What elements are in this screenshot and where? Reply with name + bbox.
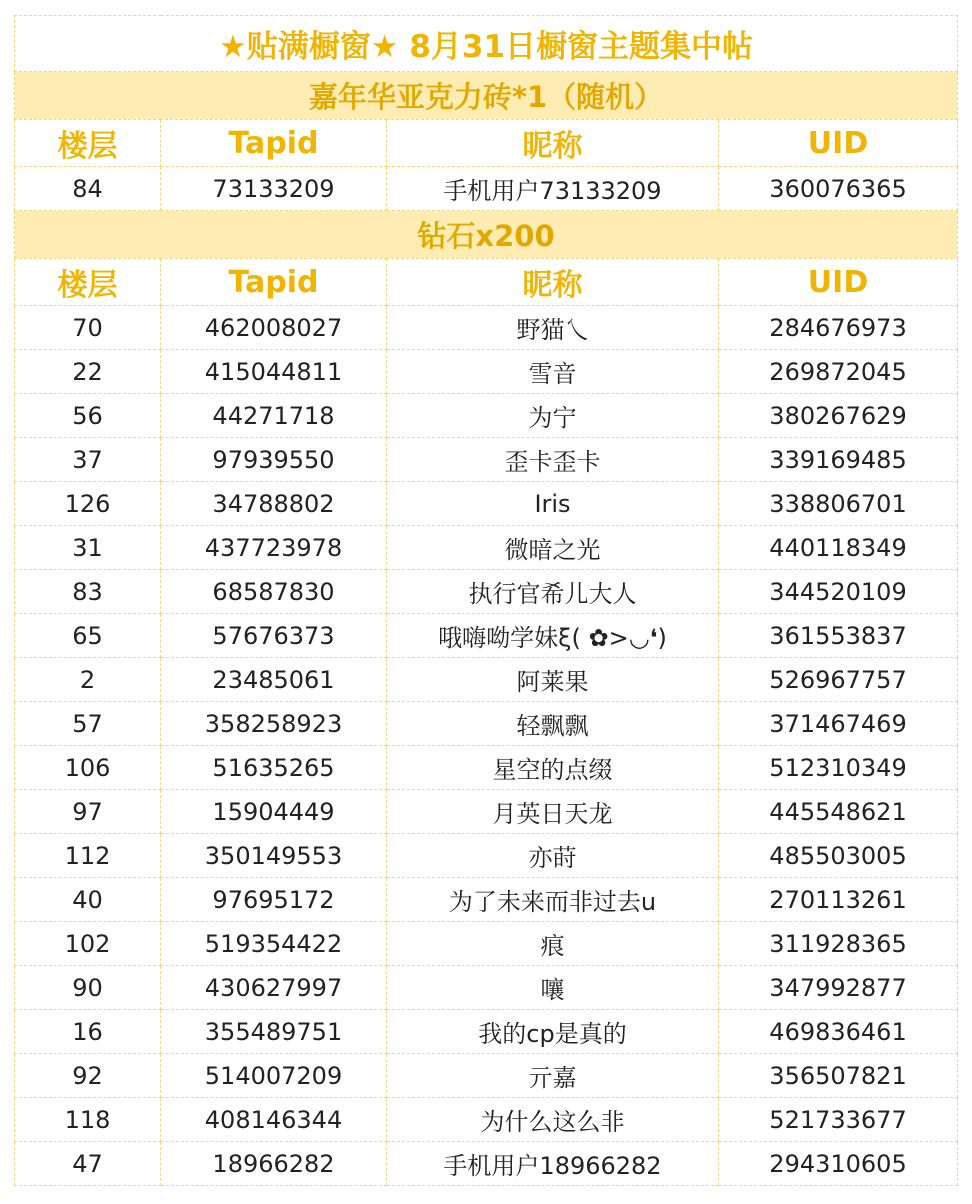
- tapid-cell: 514007209: [161, 1054, 387, 1098]
- uid-cell: 371467469: [719, 702, 958, 746]
- section-title: 嘉年华亚克力砖*1（随机）: [15, 72, 958, 120]
- floor-cell: 2: [15, 658, 161, 702]
- floor-cell: 97: [15, 790, 161, 834]
- tapid-cell: 97939550: [161, 438, 387, 482]
- column-header-floor: 楼层: [15, 259, 161, 306]
- table-row: [15, 1098, 958, 1142]
- uid-cell: 347992877: [719, 966, 958, 1010]
- floor-cell: 47: [15, 1142, 161, 1186]
- tapid-cell: 73133209: [161, 167, 387, 211]
- tapid-cell: 34788802: [161, 482, 387, 526]
- nickname-cell: 手机用户73133209: [387, 167, 719, 211]
- uid-cell: 512310349: [719, 746, 958, 790]
- nickname-cell: 歪卡歪卡: [387, 438, 719, 482]
- floor-cell: 40: [15, 878, 161, 922]
- column-header-row: [15, 120, 958, 167]
- uid-cell: 338806701: [719, 482, 958, 526]
- floor-cell: 83: [15, 570, 161, 614]
- tapid-cell: 57676373: [161, 614, 387, 658]
- floor-cell: 118: [15, 1098, 161, 1142]
- floor-cell: 37: [15, 438, 161, 482]
- nickname-cell: 我的cp是真的: [387, 1010, 719, 1054]
- column-header-floor: 楼层: [15, 120, 161, 167]
- uid-cell: 445548621: [719, 790, 958, 834]
- floor-cell: 84: [15, 167, 161, 211]
- tapid-cell: 15904449: [161, 790, 387, 834]
- table-row: [15, 1142, 958, 1186]
- tapid-cell: 44271718: [161, 394, 387, 438]
- uid-cell: 356507821: [719, 1054, 958, 1098]
- tapid-cell: 97695172: [161, 878, 387, 922]
- table-row: [15, 834, 958, 878]
- nickname-cell: 嚷: [387, 966, 719, 1010]
- section-header-row: [15, 211, 958, 259]
- floor-cell: 56: [15, 394, 161, 438]
- uid-cell: 361553837: [719, 614, 958, 658]
- nickname-cell: 哦嗨呦学妹ξ( ✿>◡❛): [387, 614, 719, 658]
- tapid-cell: 519354422: [161, 922, 387, 966]
- table-row: [15, 438, 958, 482]
- floor-cell: 112: [15, 834, 161, 878]
- nickname-cell: 轻飘飘: [387, 702, 719, 746]
- table-row: [15, 746, 958, 790]
- tapid-cell: 355489751: [161, 1010, 387, 1054]
- tapid-cell: 462008027: [161, 306, 387, 350]
- nickname-cell: 月英日天龙: [387, 790, 719, 834]
- table-row: [15, 702, 958, 746]
- table-row: [15, 614, 958, 658]
- uid-cell: 485503005: [719, 834, 958, 878]
- uid-cell: 526967757: [719, 658, 958, 702]
- table-row: [15, 966, 958, 1010]
- nickname-cell: 为了未来而非过去u: [387, 878, 719, 922]
- table-row: [15, 658, 958, 702]
- nickname-cell: 执行官希儿大人: [387, 570, 719, 614]
- floor-cell: 65: [15, 614, 161, 658]
- table-row: [15, 878, 958, 922]
- tapid-cell: 18966282: [161, 1142, 387, 1186]
- tapid-cell: 350149553: [161, 834, 387, 878]
- table-row: [15, 1054, 958, 1098]
- floor-cell: 70: [15, 306, 161, 350]
- table-row: [15, 482, 958, 526]
- floor-cell: 102: [15, 922, 161, 966]
- uid-cell: 469836461: [719, 1010, 958, 1054]
- uid-cell: 311928365: [719, 922, 958, 966]
- uid-cell: 440118349: [719, 526, 958, 570]
- nickname-cell: 手机用户18966282: [387, 1142, 719, 1186]
- floor-cell: 31: [15, 526, 161, 570]
- tapid-cell: 68587830: [161, 570, 387, 614]
- tapid-cell: 408146344: [161, 1098, 387, 1142]
- section-title: 钻石x200: [15, 211, 958, 259]
- nickname-cell: 亓嘉: [387, 1054, 719, 1098]
- nickname-cell: 微暗之光: [387, 526, 719, 570]
- table-row: [15, 526, 958, 570]
- table-row: [15, 394, 958, 438]
- winners-table: [14, 15, 958, 1186]
- column-header-tapid: Tapid: [161, 120, 387, 167]
- winners-sheet: [14, 15, 957, 1186]
- tapid-cell: 437723978: [161, 526, 387, 570]
- nickname-cell: 亦莳: [387, 834, 719, 878]
- nickname-cell: 痕: [387, 922, 719, 966]
- table-row: [15, 1010, 958, 1054]
- table-row: [15, 570, 958, 614]
- uid-cell: 521733677: [719, 1098, 958, 1142]
- column-header-uid: UID: [719, 259, 958, 306]
- table-row: [15, 306, 958, 350]
- tapid-cell: 415044811: [161, 350, 387, 394]
- floor-cell: 90: [15, 966, 161, 1010]
- uid-cell: 269872045: [719, 350, 958, 394]
- floor-cell: 22: [15, 350, 161, 394]
- uid-cell: 360076365: [719, 167, 958, 211]
- section-header-row: [15, 72, 958, 120]
- uid-cell: 339169485: [719, 438, 958, 482]
- column-header-uid: UID: [719, 120, 958, 167]
- tapid-cell: 430627997: [161, 966, 387, 1010]
- nickname-cell: 雪音: [387, 350, 719, 394]
- tapid-cell: 358258923: [161, 702, 387, 746]
- uid-cell: 284676973: [719, 306, 958, 350]
- table-row: [15, 350, 958, 394]
- uid-cell: 294310605: [719, 1142, 958, 1186]
- column-header-nickname: 昵称: [387, 120, 719, 167]
- floor-cell: 106: [15, 746, 161, 790]
- tapid-cell: 51635265: [161, 746, 387, 790]
- uid-cell: 380267629: [719, 394, 958, 438]
- floor-cell: 57: [15, 702, 161, 746]
- nickname-cell: 为宁: [387, 394, 719, 438]
- nickname-cell: 野猫乀: [387, 306, 719, 350]
- nickname-cell: 星空的点缀: [387, 746, 719, 790]
- floor-cell: 16: [15, 1010, 161, 1054]
- uid-cell: 344520109: [719, 570, 958, 614]
- uid-cell: 270113261: [719, 878, 958, 922]
- column-header-nickname: 昵称: [387, 259, 719, 306]
- column-header-row: [15, 259, 958, 306]
- table-row: [15, 167, 958, 211]
- nickname-cell: 为什么这么非: [387, 1098, 719, 1142]
- title-row: [15, 16, 958, 72]
- nickname-cell: 阿莱果: [387, 658, 719, 702]
- floor-cell: 92: [15, 1054, 161, 1098]
- table-row: [15, 790, 958, 834]
- page-title: ★贴满橱窗★ 8月31日橱窗主题集中帖: [15, 16, 958, 72]
- column-header-tapid: Tapid: [161, 259, 387, 306]
- floor-cell: 126: [15, 482, 161, 526]
- nickname-cell: Iris: [387, 482, 719, 526]
- table-row: [15, 922, 958, 966]
- tapid-cell: 23485061: [161, 658, 387, 702]
